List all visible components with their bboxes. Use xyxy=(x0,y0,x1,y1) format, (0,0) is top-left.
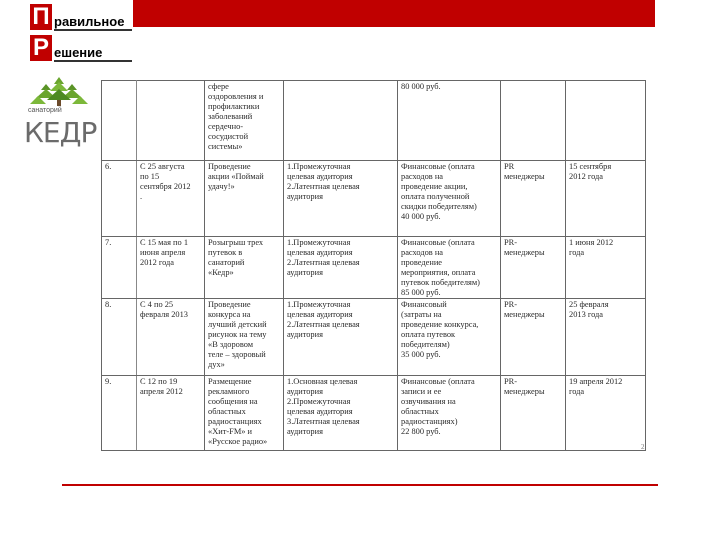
cell-text-line: скидки победителям) xyxy=(401,202,477,211)
cell-finance xyxy=(398,376,501,451)
cell-text-line: «Хит-FM» и xyxy=(208,427,253,436)
cell-text-line: озвучивания на xyxy=(401,397,456,406)
cell-text-line: 1 июня 2012 xyxy=(569,238,614,247)
logo-underline-2 xyxy=(54,60,132,62)
cell-text-line: PR- xyxy=(504,238,518,247)
cell-text-line: 2.Латентная целевая xyxy=(287,182,360,191)
cell-text-line: года xyxy=(569,248,585,257)
cell-text-line: Розыгрыш трех xyxy=(208,238,264,247)
cell-text-line: оздоровления и xyxy=(208,92,264,101)
cell-audience xyxy=(284,81,398,161)
logo-row-1 xyxy=(30,2,132,32)
cell-num xyxy=(102,237,137,299)
cell-event xyxy=(205,376,284,451)
cell-responsible xyxy=(501,81,566,161)
cell-text-line: Проведение xyxy=(208,300,251,309)
cell-text-line: 6. xyxy=(105,162,112,171)
cell-text-line: акции «Поймай xyxy=(208,172,264,181)
sanatorium-label: санаторий xyxy=(28,107,62,114)
cell-audience xyxy=(284,299,398,376)
cell-text-line: дух» xyxy=(208,360,225,369)
cell-period xyxy=(137,81,205,161)
cell-text-line: (затраты на xyxy=(401,310,442,319)
page-number: 2 xyxy=(641,443,645,451)
cell-text-line: Финансовые (оплата xyxy=(401,162,475,171)
cell-event xyxy=(205,161,284,237)
cell-finance xyxy=(398,237,501,299)
cell-text-line: 35 000 руб. xyxy=(401,350,441,359)
cell-text-line: рекламного xyxy=(208,387,250,396)
cell-text-line: Финансовые (оплата xyxy=(401,238,475,247)
cell-text-line: записи и ее xyxy=(401,387,442,396)
table-row xyxy=(102,237,646,299)
cell-text-line: PR- xyxy=(504,377,518,386)
pr-plan-table xyxy=(101,80,646,451)
tree-icon xyxy=(24,76,94,108)
cell-text-line: рисунок на тему xyxy=(208,330,267,339)
cell-text-line: февраля 2013 xyxy=(140,310,188,319)
cell-text-line: санаторий xyxy=(208,258,245,267)
cell-event xyxy=(205,237,284,299)
table-row xyxy=(102,299,646,376)
cell-text-line: менеджеры xyxy=(504,310,545,319)
cell-text-line: сосудистой xyxy=(208,132,249,141)
footer-red-rule xyxy=(62,484,658,486)
cell-text-line: 1.Промежуточная xyxy=(287,162,351,171)
cell-text-line: С 4 по 25 xyxy=(140,300,174,309)
cell-text-line: сфере xyxy=(208,82,229,91)
cell-text-line: аудитория xyxy=(287,268,323,277)
cell-date xyxy=(566,376,646,451)
cell-text-line: июня апреля xyxy=(140,248,186,257)
cell-finance xyxy=(398,299,501,376)
logo-letter-p: П xyxy=(30,4,52,30)
cell-text-line: 85 000 руб. xyxy=(401,288,441,297)
cell-text-line: 22 800 руб. xyxy=(401,427,441,436)
cell-text-line: 40 000 руб. xyxy=(401,212,441,221)
cell-text-line: 25 февраля xyxy=(569,300,609,309)
cell-text-line: областных xyxy=(208,407,246,416)
table-row xyxy=(102,81,646,161)
cell-period xyxy=(137,376,205,451)
cell-text-line: проведение xyxy=(401,258,443,267)
cell-text-line: PR xyxy=(504,162,515,171)
cell-text-line: 1.Промежуточная xyxy=(287,300,351,309)
cell-text-line: заболеваний xyxy=(208,112,253,121)
cell-text-line: С 12 по 19 xyxy=(140,377,178,386)
cell-text-line: 7. xyxy=(105,238,112,247)
cell-text-line: проведение конкурса, xyxy=(401,320,479,329)
cell-num xyxy=(102,161,137,237)
cell-text-line: менеджеры xyxy=(504,172,545,181)
cell-text-line: менеджеры xyxy=(504,248,545,257)
cell-text-line: проведение акции, xyxy=(401,182,468,191)
cell-date xyxy=(566,81,646,161)
cell-audience xyxy=(284,237,398,299)
logo-letter-r: Р xyxy=(30,35,52,61)
cell-text-line: теле – здоровый xyxy=(208,350,266,359)
cell-text-line: сердечно- xyxy=(208,122,244,131)
cell-text-line: путевок в xyxy=(208,248,243,257)
cell-responsible xyxy=(501,299,566,376)
cell-text-line: целевая аудитория xyxy=(287,310,353,319)
cell-text-line: 2.Латентная целевая xyxy=(287,258,360,267)
cell-period xyxy=(137,161,205,237)
cell-text-line: лучший детский xyxy=(208,320,267,329)
cell-num xyxy=(102,299,137,376)
cell-text-line: PR- xyxy=(504,300,518,309)
cell-text-line: 15 сентября xyxy=(569,162,612,171)
cell-event xyxy=(205,299,284,376)
cell-text-line: профилактики xyxy=(208,102,260,111)
cell-text-line: системы» xyxy=(208,142,243,151)
cell-text-line: 1.Основная целевая xyxy=(287,377,358,386)
cell-text-line: «В здоровом xyxy=(208,340,254,349)
cell-text-line: сообщения на xyxy=(208,397,258,406)
cell-text-line: 8. xyxy=(105,300,112,309)
cell-responsible xyxy=(501,376,566,451)
cell-text-line: по 15 xyxy=(140,172,160,181)
cell-period xyxy=(137,299,205,376)
cell-responsible xyxy=(501,237,566,299)
cell-text-line: 2.Промежуточная xyxy=(287,397,351,406)
table-row xyxy=(102,376,646,451)
cell-finance xyxy=(398,81,501,161)
pravilnoe-reshenie-logo xyxy=(30,2,132,64)
cell-text-line: С 25 августа xyxy=(140,162,185,171)
cell-text-line: 9. xyxy=(105,377,112,386)
cell-text-line: радиостанциях xyxy=(208,417,262,426)
cell-text-line: аудитория xyxy=(287,330,323,339)
cell-text-line: сентября 2012 xyxy=(140,182,191,191)
logo-word-pravilnoe: равильное xyxy=(54,14,125,29)
cell-event xyxy=(205,81,284,161)
cell-text-line: радиостанциях) xyxy=(401,417,458,426)
cell-text-line: аудитория xyxy=(287,427,323,436)
cell-text-line: 2013 года xyxy=(569,310,603,319)
cell-num xyxy=(102,376,137,451)
cell-text-line: 2.Латентная целевая xyxy=(287,320,360,329)
table-body xyxy=(102,81,646,451)
cell-text-line: удачу!» xyxy=(208,182,235,191)
logo-underline-1 xyxy=(54,29,132,31)
cell-text-line: победителям) xyxy=(401,340,450,349)
cell-text-line: 2012 года xyxy=(140,258,174,267)
cell-period xyxy=(137,237,205,299)
cell-text-line: аудитория xyxy=(287,192,323,201)
cell-text-line: . xyxy=(140,192,143,201)
cell-audience xyxy=(284,376,398,451)
cell-text-line: мероприятия, оплата xyxy=(401,268,476,277)
cell-finance xyxy=(398,161,501,237)
cell-text-line: оплата полученной xyxy=(401,192,470,201)
cell-date xyxy=(566,237,646,299)
cell-text-line: «Кедр» xyxy=(208,268,234,277)
cell-text-line: 3.Латентная целевая xyxy=(287,417,360,426)
cell-text-line: С 15 мая по 1 xyxy=(140,238,189,247)
cell-text-line: аудитория xyxy=(287,387,323,396)
cell-num xyxy=(102,81,137,161)
cell-text-line: 2012 года xyxy=(569,172,603,181)
table-row xyxy=(102,161,646,237)
logo-row-2 xyxy=(30,33,132,63)
cell-text-line: менеджеры xyxy=(504,387,545,396)
cell-text-line: областных xyxy=(401,407,439,416)
logo-word-reshenie: ешение xyxy=(54,45,103,60)
cell-text-line: 80 000 руб. xyxy=(401,82,441,91)
cell-text-line: расходов на xyxy=(401,172,444,181)
cell-text-line: 1.Промежуточная xyxy=(287,238,351,247)
sanatorium-name: КЕДР xyxy=(24,116,97,149)
cell-text-line: расходов на xyxy=(401,248,444,257)
header-red-band xyxy=(133,0,655,27)
cell-text-line: конкурса на xyxy=(208,310,251,319)
cell-date xyxy=(566,299,646,376)
cell-responsible xyxy=(501,161,566,237)
cell-date xyxy=(566,161,646,237)
cell-text-line: Финансовый xyxy=(401,300,447,309)
cell-text-line: целевая аудитория xyxy=(287,407,353,416)
cell-text-line: Проведение xyxy=(208,162,251,171)
cell-text-line: целевая аудитория xyxy=(287,172,353,181)
cell-text-line: целевая аудитория xyxy=(287,248,353,257)
kedr-sanatorium-logo xyxy=(24,76,97,149)
cell-text-line: путевок победителям) xyxy=(401,278,480,287)
cell-text-line: апреля 2012 xyxy=(140,387,183,396)
cell-text-line: «Русское радио» xyxy=(208,437,268,446)
cell-audience xyxy=(284,161,398,237)
cell-text-line: года xyxy=(569,387,585,396)
cell-text-line: оплата путевок xyxy=(401,330,456,339)
cell-text-line: Финансовые (оплата xyxy=(401,377,475,386)
cell-text-line: Размещение xyxy=(208,377,252,386)
cell-text-line: 19 апреля 2012 xyxy=(569,377,623,386)
